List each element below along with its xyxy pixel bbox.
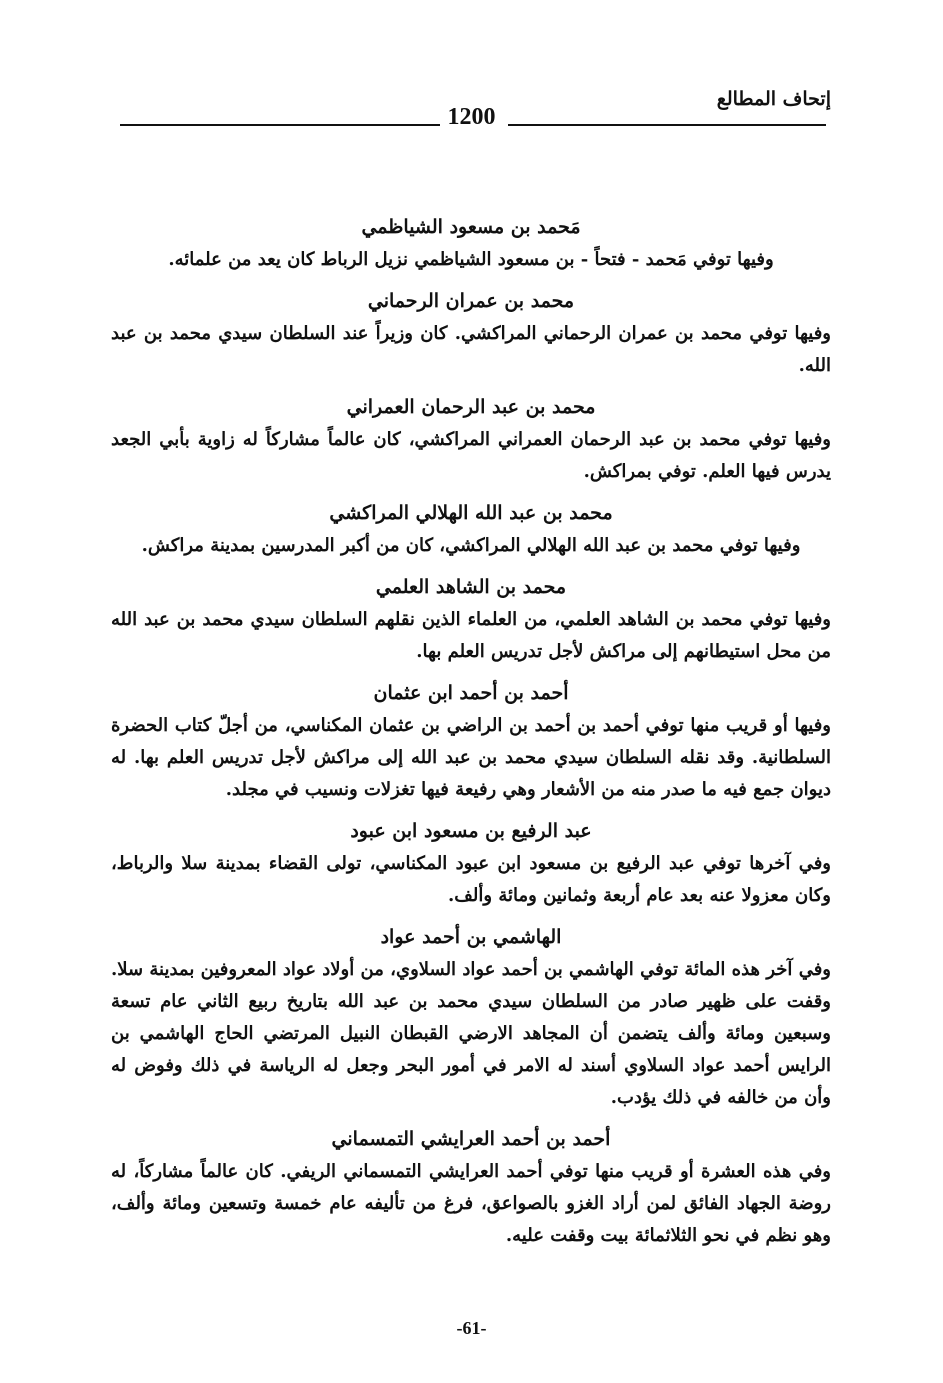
entry-title: أحمد بن أحمد العرايشي التمسماني bbox=[331, 1128, 611, 1150]
entry bbox=[111, 284, 831, 382]
entry bbox=[111, 570, 831, 668]
entry-title: أحمد بن أحمد ابن عثمان bbox=[373, 682, 569, 704]
entry bbox=[111, 1122, 831, 1252]
entry bbox=[111, 496, 831, 562]
year-heading: 1200 bbox=[447, 104, 496, 130]
entry-body: وفيها توفي محمد بن عمران الرحماني المراكشي. كان وزيراً عند السلطان سيدي محمد بن عبد الله. bbox=[111, 323, 831, 376]
running-title: إتحاف المطالع bbox=[716, 88, 831, 110]
entry-body: وفيها توفي محمد بن الشاهد العلمي، من العلماء الذين نقلهم السلطان سيدي محمد بن عبد الله من محل استيطانهم إلى مراكش لأجل تدريس العلم بها. bbox=[111, 609, 831, 662]
entry bbox=[111, 676, 831, 806]
entry-title: محمد بن عبد الرحمان العمراني bbox=[346, 396, 596, 418]
entry bbox=[111, 390, 831, 488]
entry bbox=[111, 210, 831, 276]
entry-title: محمد بن الشاهد العلمي bbox=[375, 576, 567, 598]
entry-body: وفي آخر هذه المائة توفي الهاشمي بن أحمد عواد السلاوي، من أولاد عواد المعروفين بمدينة سلا. وقفت على ظهير صادر من السلطان سيدي محمد بن عبد الله بتاريخ ربيع الثاني عام تسعة وسبعين ومائة وألف يتضمن أن المجاهد الارضي القبطان النبيل المرتضي الحاج الهاشمي بن الرايس أحمد عواد السلاوي أسند له الامر في أمور البحر وجعل له الرياسة في ذلك وفوض له وأن من خالفه في ذلك يؤدب. bbox=[111, 959, 831, 1108]
entry-body: وفي آخرها توفي عبد الرفيع بن مسعود ابن عبود المكناسي، تولى القضاء بمدينة سلا والرباط، وكان معزولا عنه بعد عام أربعة وثمانين ومائة وألف. bbox=[111, 853, 831, 906]
entry-body: وفيها توفي محمد بن عبد الرحمان العمراني المراكشي، كان عالماً مشاركاً له زاوية بأبي الجعد يدرس فيها العلم. توفي بمراكش. bbox=[111, 429, 831, 482]
entry-body: وفيها توفي محمد بن عبد الله الهلالي المراكشي، كان من أكبر المدرسين بمدينة مراكش. bbox=[141, 535, 801, 556]
entry-body: وفي هذه العشرة أو قريب منها توفي أحمد العرايشي التمسماني الريفي. كان عالماً مشاركاً، له روضة الجهاد الفائق لمن أراد الغزو بالصواعق، فرغ من تأليفه عام خمسة وتسعين ومائة وألف، وهو نظم في نحو الثلاثمائة بيت وقفت عليه. bbox=[111, 1161, 831, 1246]
entry-title: الهاشمي بن أحمد عواد bbox=[380, 926, 562, 948]
entry bbox=[111, 920, 831, 1114]
entry bbox=[111, 814, 831, 912]
entry-title: مَحمد بن مسعود الشياظمي bbox=[361, 216, 581, 238]
entry-title: عبد الرفيع بن مسعود ابن عبود bbox=[350, 820, 592, 842]
entry-title: محمد بن عمران الرحماني bbox=[367, 290, 575, 312]
entries-list bbox=[111, 210, 831, 1260]
page-number: -61- bbox=[456, 1318, 487, 1338]
entry-title: محمد بن عبد الله الهلالي المراكشي bbox=[329, 502, 613, 524]
entry-body: وفيها توفي مَحمد - فتحاً - بن مسعود الشياظمي نزيل الرباط كان يعد من علمائه. bbox=[168, 249, 774, 270]
entry-body: وفيها أو قريب منها توفي أحمد بن أحمد بن الراضي بن عثمان المكناسي، من أجلّ كتاب الحضرة السلطانية. وقد نقله السلطان سيدي محمد بن عبد الله إلى مراكش لأجل تدريس العلم بها. له ديوان جمع فيه ما صدر منه من الأشعار وهي رفيعة فيها تغزلات ونسيب في مجلد. bbox=[111, 715, 831, 800]
